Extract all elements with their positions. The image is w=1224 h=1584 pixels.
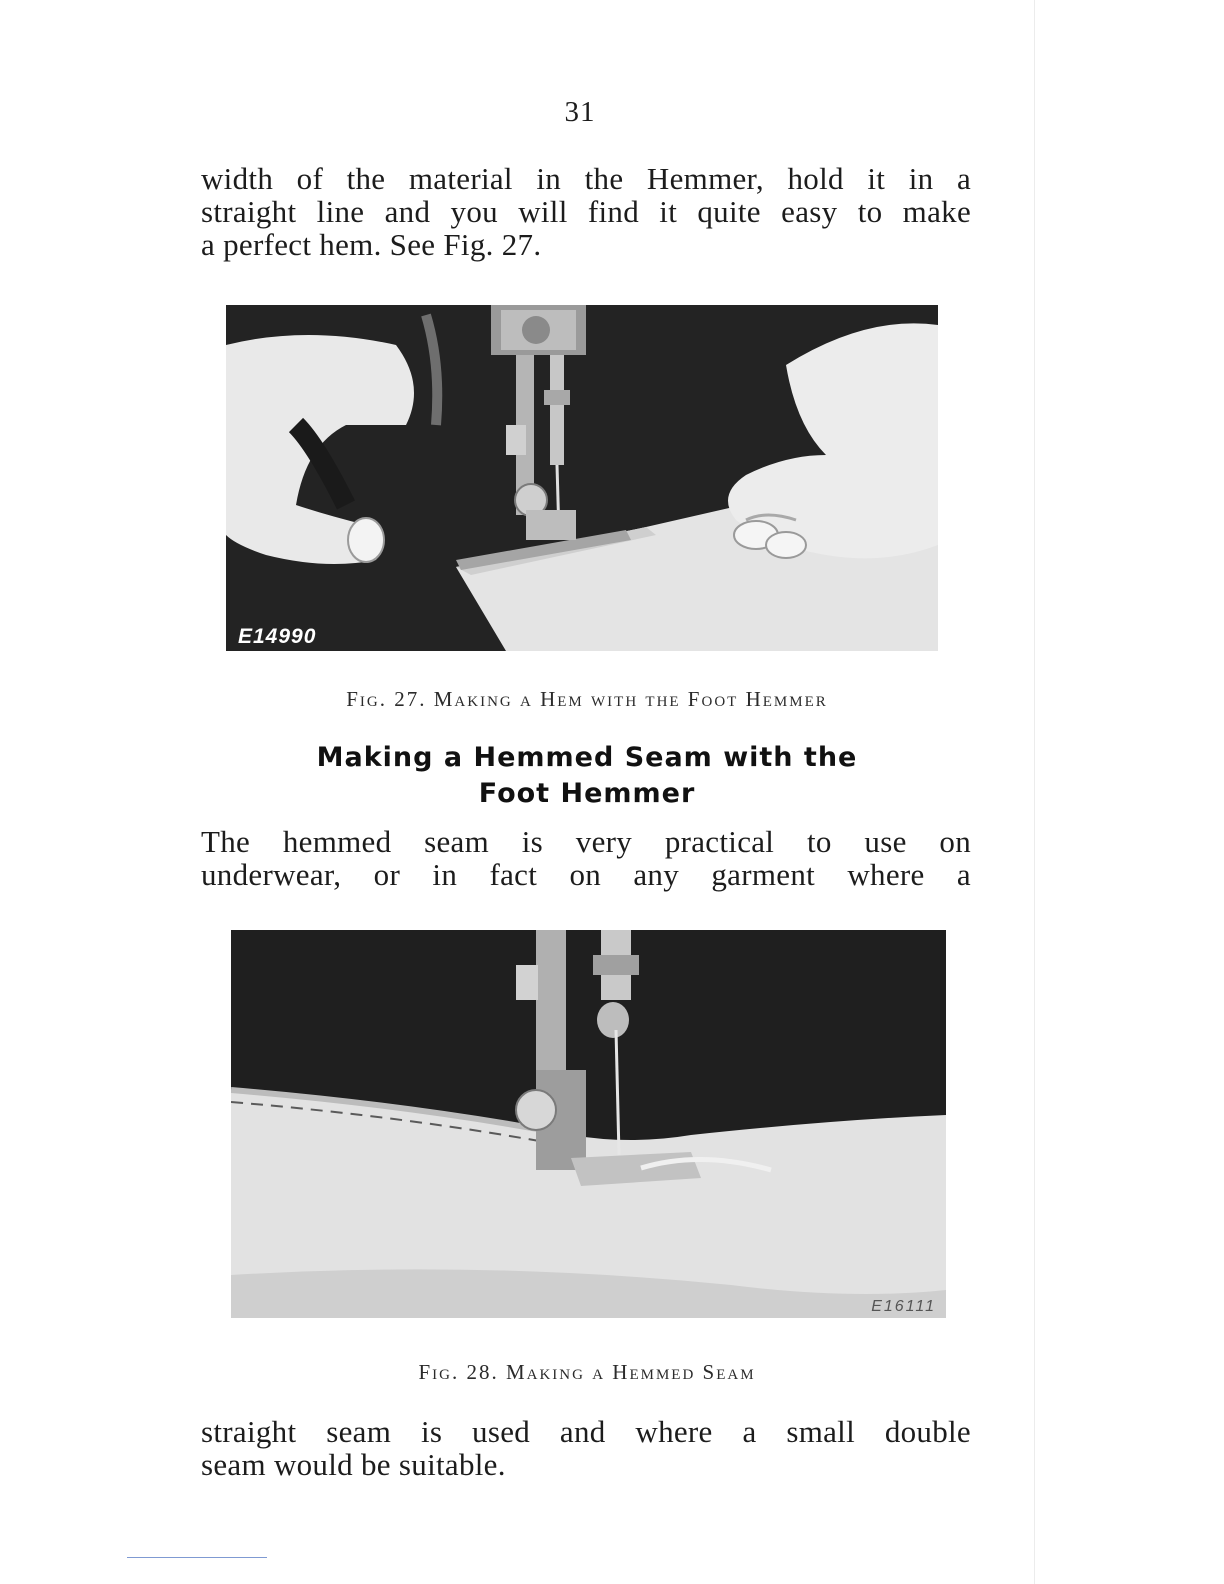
paragraph-top <box>201 162 971 261</box>
figure-28-illustration <box>231 930 946 1318</box>
paragraph-line: seam would be suitable. <box>201 1447 506 1482</box>
paragraph-line: underwear, or in fact on any garment where a <box>201 857 971 892</box>
figure-27-illustration <box>226 305 938 651</box>
figure-27-caption: Fig. 27. Making a Hem with the Foot Hemmer <box>346 687 828 711</box>
paragraph-line: straight line and you will find it quite easy to make <box>201 194 971 229</box>
footer-rule <box>127 1557 267 1558</box>
paragraph-line: straight seam is used and where a small double <box>201 1414 971 1449</box>
figure-28-photo <box>231 930 946 1318</box>
paragraph-line: width of the material in the Hemmer, hold it in a <box>201 161 971 196</box>
paragraph-middle <box>201 825 971 891</box>
figure-28-code: E16111 <box>871 1298 936 1315</box>
section-heading-line: Making a Hemmed Seam with the <box>316 742 858 773</box>
page-number: 31 <box>564 96 596 128</box>
section-heading-line: Foot Hemmer <box>478 778 696 809</box>
figure-27-code: E14990 <box>238 625 317 648</box>
figure-27-photo <box>226 305 938 651</box>
figure-28-caption: Fig. 28. Making a Hemmed Seam <box>418 1360 756 1384</box>
paragraph-line: The hemmed seam is very practical to use on <box>201 824 971 859</box>
paragraph-bottom <box>201 1415 971 1481</box>
paragraph-line: a perfect hem. See Fig. 27. <box>201 227 542 262</box>
section-heading <box>0 740 1174 812</box>
